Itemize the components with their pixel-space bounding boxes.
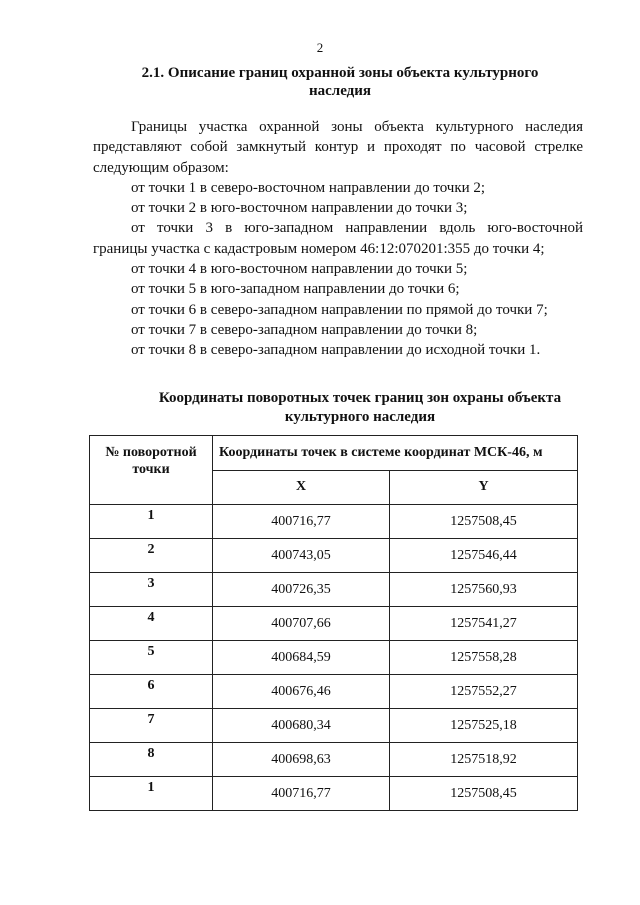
boundary-description bbox=[93, 117, 583, 361]
point-number: 2 bbox=[90, 539, 213, 573]
coord-y: 1257525,18 bbox=[390, 709, 578, 743]
point-number: 7 bbox=[90, 709, 213, 743]
coord-y: 1257558,28 bbox=[390, 641, 578, 675]
table-row bbox=[90, 573, 578, 607]
header-point-line-1: № поворотной bbox=[105, 445, 197, 460]
header-coordinates: Координаты точек в системе координат МСК-46, м bbox=[213, 436, 578, 471]
coordinates-table bbox=[89, 435, 578, 811]
intro-line-3: следующим образом: bbox=[93, 159, 229, 176]
header-x: X bbox=[213, 470, 390, 505]
table-row bbox=[90, 743, 578, 777]
intro-line-2: представляют собой замкнутый контур и проходят по часовой стрелке bbox=[93, 139, 583, 156]
point-number: 5 bbox=[90, 641, 213, 675]
coord-y: 1257560,93 bbox=[390, 573, 578, 607]
header-point-line-2: точки bbox=[132, 462, 170, 477]
coord-x: 400698,63 bbox=[213, 743, 390, 777]
route-item: от точки 6 в северо-западном направлении по прямой до точки 7; bbox=[131, 301, 548, 318]
coord-y: 1257541,27 bbox=[390, 607, 578, 641]
coord-y: 1257518,92 bbox=[390, 743, 578, 777]
point-number: 6 bbox=[90, 675, 213, 709]
table-row bbox=[90, 709, 578, 743]
coord-x: 400707,66 bbox=[213, 607, 390, 641]
route-item: от точки 7 в северо-западном направлении до точки 8; bbox=[131, 321, 478, 338]
table-title-line-2: культурного наследия bbox=[284, 409, 436, 425]
table-title bbox=[120, 389, 600, 427]
coord-y: 1257552,27 bbox=[390, 675, 578, 709]
section-title-line-1: 2.1. Описание границ охранной зоны объекта культурного bbox=[141, 65, 539, 81]
point-number: 8 bbox=[90, 743, 213, 777]
route-item: от точки 2 в юго-восточном направлении до точки 3; bbox=[131, 200, 468, 217]
point-number: 4 bbox=[90, 607, 213, 641]
route-item: границы участка с кадастровым номером 46:12:070201:355 до точки 4; bbox=[93, 240, 545, 257]
route-item: от точки 4 в юго-восточном направлении до точки 5; bbox=[131, 261, 468, 278]
route-item: от точки 1 в северо-восточном направлении до точки 2; bbox=[131, 179, 486, 196]
coord-x: 400676,46 bbox=[213, 675, 390, 709]
intro-line-1: Границы участка охранной зоны объекта культурного наследия bbox=[131, 119, 583, 135]
route-item: от точки 8 в северо-западном направлении до исходной точки 1. bbox=[131, 342, 541, 359]
route-item: от точки 3 в юго-западном направлении вдоль юго-восточной bbox=[131, 220, 583, 237]
point-number: 1 bbox=[90, 777, 213, 811]
page-number: 2 bbox=[316, 40, 324, 55]
coord-x: 400680,34 bbox=[213, 709, 390, 743]
coord-x: 400726,35 bbox=[213, 573, 390, 607]
table-row bbox=[90, 505, 578, 539]
coord-x: 400716,77 bbox=[213, 505, 390, 539]
coord-y: 1257508,45 bbox=[390, 777, 578, 811]
point-number: 1 bbox=[90, 505, 213, 539]
coord-y: 1257508,45 bbox=[390, 505, 578, 539]
header-point-number bbox=[90, 436, 213, 505]
coord-x: 400716,77 bbox=[213, 777, 390, 811]
header-y: Y bbox=[390, 470, 578, 505]
coord-y: 1257546,44 bbox=[390, 539, 578, 573]
route-item: от точки 5 в юго-западном направлении до точки 6; bbox=[131, 281, 460, 298]
coord-x: 400743,05 bbox=[213, 539, 390, 573]
section-title bbox=[100, 64, 580, 100]
table-row bbox=[90, 777, 578, 811]
coord-x: 400684,59 bbox=[213, 641, 390, 675]
table-header-row bbox=[90, 436, 578, 471]
table-title-line-1: Координаты поворотных точек границ зон охраны объекта bbox=[158, 390, 562, 406]
table-row bbox=[90, 539, 578, 573]
section-title-line-2: наследия bbox=[308, 83, 372, 99]
table-row bbox=[90, 675, 578, 709]
point-number: 3 bbox=[90, 573, 213, 607]
table-row bbox=[90, 641, 578, 675]
table-row bbox=[90, 607, 578, 641]
